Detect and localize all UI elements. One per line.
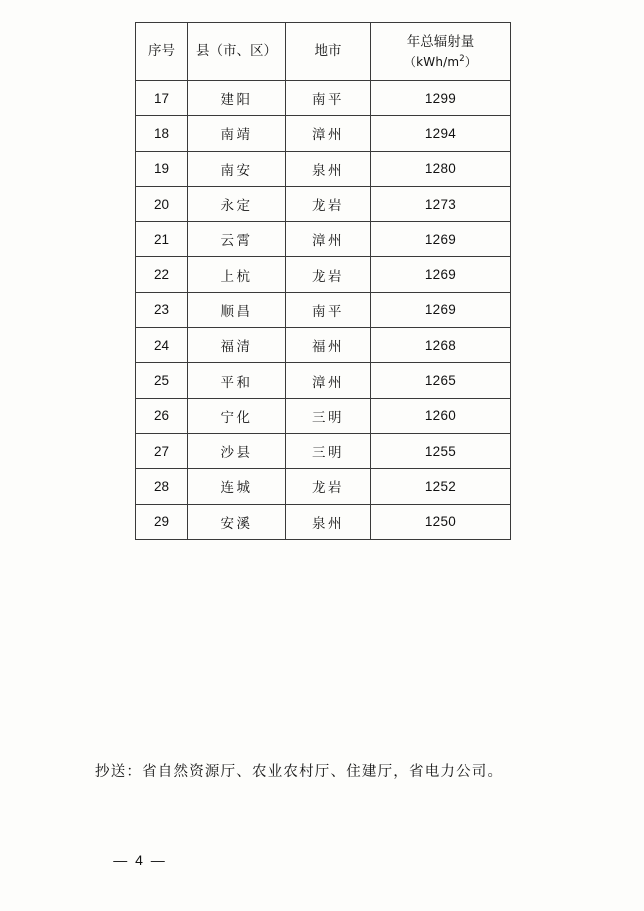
table-row bbox=[136, 469, 511, 504]
table-row bbox=[136, 116, 511, 151]
cell-annual-radiation: 1294 bbox=[371, 116, 511, 151]
table-row bbox=[136, 398, 511, 433]
cell-city: 漳州 bbox=[286, 116, 371, 151]
cell-county: 顺昌 bbox=[188, 292, 286, 327]
cell-city: 龙岩 bbox=[286, 257, 371, 292]
table-row bbox=[136, 222, 511, 257]
column-header-index: 序号 bbox=[136, 23, 188, 81]
cell-annual-radiation: 1250 bbox=[371, 504, 511, 539]
radiation-table-container bbox=[135, 22, 510, 540]
unit-exponent: 2 bbox=[459, 53, 465, 64]
cell-index: 29 bbox=[136, 504, 188, 539]
table-body bbox=[136, 81, 511, 540]
cell-county: 南安 bbox=[188, 151, 286, 186]
carbon-copy-line: 抄送：省自然资源厅、农业农村厅、住建厅，省电力公司。 bbox=[95, 764, 504, 780]
cell-index: 22 bbox=[136, 257, 188, 292]
cell-city: 龙岩 bbox=[286, 186, 371, 221]
cell-city: 漳州 bbox=[286, 363, 371, 398]
column-header-annual-radiation-unit bbox=[371, 53, 510, 71]
cell-annual-radiation: 1269 bbox=[371, 222, 511, 257]
cell-index: 18 bbox=[136, 116, 188, 151]
cell-annual-radiation: 1265 bbox=[371, 363, 511, 398]
cell-city: 漳州 bbox=[286, 222, 371, 257]
table-row bbox=[136, 292, 511, 327]
column-header-annual-radiation-title: 年总辐射量 bbox=[406, 34, 475, 51]
cell-county: 宁化 bbox=[188, 398, 286, 433]
cell-city: 福州 bbox=[286, 328, 371, 363]
cell-county: 云霄 bbox=[188, 222, 286, 257]
cell-county: 平和 bbox=[188, 363, 286, 398]
table-row bbox=[136, 257, 511, 292]
cell-city: 泉州 bbox=[286, 151, 371, 186]
cell-city: 三明 bbox=[286, 398, 371, 433]
cell-annual-radiation: 1252 bbox=[371, 469, 511, 504]
cell-index: 24 bbox=[136, 328, 188, 363]
cell-index: 19 bbox=[136, 151, 188, 186]
cell-index: 21 bbox=[136, 222, 188, 257]
cell-index: 26 bbox=[136, 398, 188, 433]
table-header-row bbox=[136, 23, 511, 81]
cell-annual-radiation: 1255 bbox=[371, 433, 511, 468]
cell-city: 南平 bbox=[286, 81, 371, 116]
cell-annual-radiation: 1273 bbox=[371, 186, 511, 221]
cell-city: 三明 bbox=[286, 433, 371, 468]
table-row bbox=[136, 186, 511, 221]
cell-annual-radiation: 1269 bbox=[371, 257, 511, 292]
table-row bbox=[136, 81, 511, 116]
cell-index: 20 bbox=[136, 186, 188, 221]
cell-index: 28 bbox=[136, 469, 188, 504]
column-header-annual-radiation bbox=[371, 23, 511, 81]
cell-annual-radiation: 1268 bbox=[371, 328, 511, 363]
cell-county: 连城 bbox=[188, 469, 286, 504]
unit-suffix: ） bbox=[464, 54, 478, 69]
cell-index: 23 bbox=[136, 292, 188, 327]
cell-annual-radiation: 1280 bbox=[371, 151, 511, 186]
table-row bbox=[136, 151, 511, 186]
cell-index: 25 bbox=[136, 363, 188, 398]
cell-city: 南平 bbox=[286, 292, 371, 327]
table-row bbox=[136, 328, 511, 363]
cell-annual-radiation: 1260 bbox=[371, 398, 511, 433]
annual-radiation-table bbox=[135, 22, 511, 540]
cell-county: 永定 bbox=[188, 186, 286, 221]
column-header-city: 地市 bbox=[286, 23, 371, 81]
cell-annual-radiation: 1269 bbox=[371, 292, 511, 327]
table-row bbox=[136, 363, 511, 398]
table-row bbox=[136, 504, 511, 539]
cell-county: 沙县 bbox=[188, 433, 286, 468]
cell-city: 泉州 bbox=[286, 504, 371, 539]
cell-city: 龙岩 bbox=[286, 469, 371, 504]
column-header-county: 县（市、区） bbox=[188, 23, 286, 81]
page-number: — 4 — bbox=[113, 852, 167, 868]
cell-index: 27 bbox=[136, 433, 188, 468]
table-header bbox=[136, 23, 511, 81]
cell-county: 安溪 bbox=[188, 504, 286, 539]
cell-index: 17 bbox=[136, 81, 188, 116]
cell-county: 建阳 bbox=[188, 81, 286, 116]
cell-annual-radiation: 1299 bbox=[371, 81, 511, 116]
cell-county: 福清 bbox=[188, 328, 286, 363]
cell-county: 上杭 bbox=[188, 257, 286, 292]
cell-county: 南靖 bbox=[188, 116, 286, 151]
table-row bbox=[136, 433, 511, 468]
unit-prefix: （kWh/m bbox=[403, 54, 460, 69]
